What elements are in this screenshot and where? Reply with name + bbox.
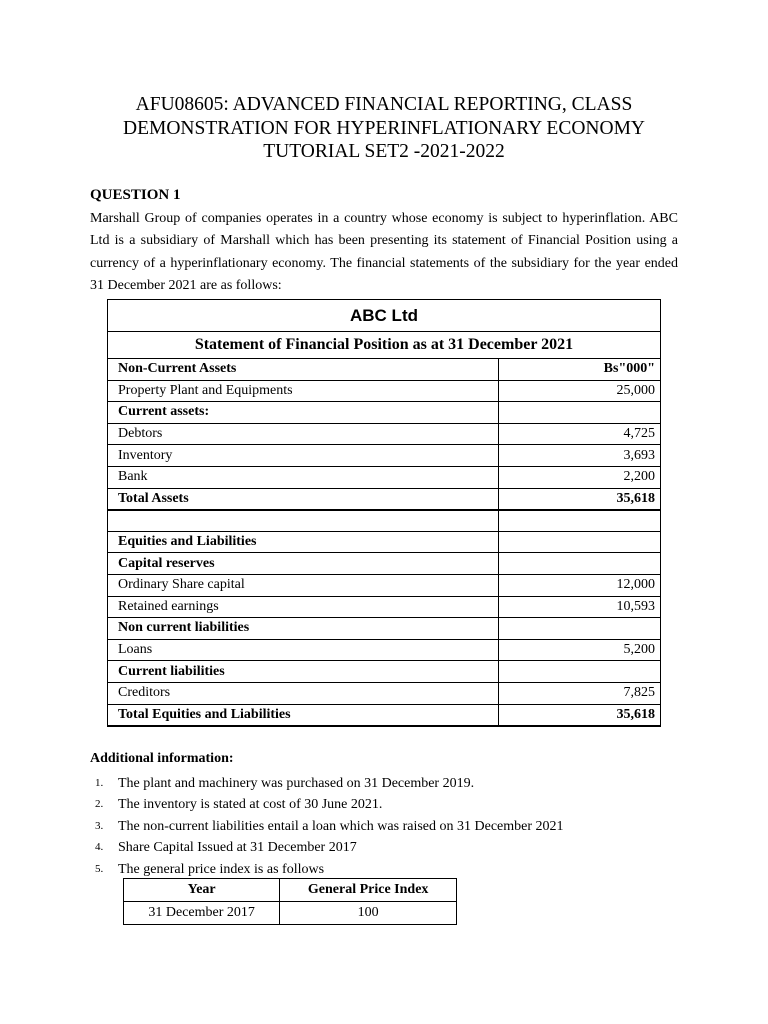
row-value: 4,725 bbox=[499, 423, 661, 445]
row-value bbox=[499, 531, 661, 553]
row-label: Current assets: bbox=[108, 402, 499, 424]
intro-paragraph: Marshall Group of companies operates in a country whose economy is subject to hyperinflation. ABC Ltd is a subsidiary of Marshall which has been presenting its statement of Financial Position using a currency of a hyperinflationary economy. The financial statements of the subsidiary for the year ended 31 December 2021 are as follows: bbox=[90, 211, 678, 293]
list-item bbox=[90, 859, 690, 880]
table-row bbox=[108, 553, 661, 575]
row-value: 7,825 bbox=[499, 682, 661, 704]
table-row bbox=[124, 902, 457, 925]
row-value bbox=[499, 661, 661, 683]
row-label: Inventory bbox=[108, 445, 499, 467]
price-index-table bbox=[123, 878, 457, 925]
list-text: Share Capital Issued at 31 December 2017 bbox=[118, 840, 357, 856]
list-text: The general price index is as follows bbox=[118, 861, 325, 877]
table-row bbox=[108, 488, 661, 510]
list-number: 3. bbox=[95, 819, 104, 832]
column-header-year: Year bbox=[124, 879, 280, 902]
row-label bbox=[108, 510, 499, 532]
row-value: Bs"000" bbox=[499, 359, 661, 381]
table-row bbox=[108, 423, 661, 445]
table-row bbox=[108, 682, 661, 704]
list-item bbox=[90, 816, 690, 837]
row-label: Non-Current Assets bbox=[108, 359, 499, 381]
list-text: The inventory is stated at cost of 30 June 2021. bbox=[118, 797, 383, 813]
table-row bbox=[108, 596, 661, 618]
additional-info-heading: Additional information: bbox=[90, 751, 234, 766]
row-label: Retained earnings bbox=[108, 596, 499, 618]
row-value: 12,000 bbox=[499, 574, 661, 596]
financial-position-table bbox=[107, 299, 661, 727]
index-cell: 100 bbox=[280, 902, 457, 925]
row-value: 10,593 bbox=[499, 596, 661, 618]
row-label: Total Assets bbox=[108, 488, 499, 510]
row-value: 3,693 bbox=[499, 445, 661, 467]
list-item bbox=[90, 794, 690, 815]
row-value: 35,618 bbox=[499, 488, 661, 510]
list-number: 4. bbox=[95, 841, 104, 854]
row-label: Capital reserves bbox=[108, 553, 499, 575]
document-title: AFU08605: ADVANCED FINANCIAL REPORTING, CLASS DEMONSTRATION FOR HYPERINFLATIONARY ECONOMY TUTORIAL SET2 -2021-2022 bbox=[122, 94, 645, 162]
table-row bbox=[108, 445, 661, 467]
statement-title: Statement of Financial Position as at 31 December 2021 bbox=[108, 332, 661, 359]
row-label: Debtors bbox=[108, 423, 499, 445]
list-text: The non-current liabilities entail a loan which was raised on 31 December 2021 bbox=[118, 818, 564, 834]
row-label: Ordinary Share capital bbox=[108, 574, 499, 596]
row-label: Loans bbox=[108, 639, 499, 661]
table-row bbox=[108, 380, 661, 402]
row-label: Total Equities and Liabilities bbox=[108, 704, 499, 726]
row-value: 2,200 bbox=[499, 466, 661, 488]
row-value bbox=[499, 402, 661, 424]
table-row bbox=[108, 402, 661, 424]
company-name: ABC Ltd bbox=[108, 300, 661, 332]
list-item bbox=[90, 773, 690, 794]
row-label: Bank bbox=[108, 466, 499, 488]
row-label: Property Plant and Equipments bbox=[108, 380, 499, 402]
year-cell: 31 December 2017 bbox=[124, 902, 280, 925]
table-row bbox=[108, 661, 661, 683]
row-value: 35,618 bbox=[499, 704, 661, 726]
row-label: Creditors bbox=[108, 682, 499, 704]
list-text: The plant and machinery was purchased on 31 December 2019. bbox=[118, 776, 475, 791]
table-row bbox=[108, 531, 661, 553]
list-number: 5. bbox=[95, 862, 104, 875]
table-row bbox=[108, 618, 661, 640]
table-row bbox=[108, 704, 661, 726]
table-row bbox=[108, 574, 661, 596]
row-value bbox=[499, 618, 661, 640]
row-label: Non current liabilities bbox=[108, 618, 499, 640]
row-label: Equities and Liabilities bbox=[108, 531, 499, 553]
table-row bbox=[108, 359, 661, 381]
table-row bbox=[108, 639, 661, 661]
list-number: 2. bbox=[95, 798, 104, 811]
list-number: 1. bbox=[95, 777, 104, 789]
table-row bbox=[108, 510, 661, 532]
row-label: Current liabilities bbox=[108, 661, 499, 683]
table-row bbox=[108, 466, 661, 488]
column-header-index: General Price Index bbox=[280, 879, 457, 902]
list-item bbox=[90, 837, 690, 858]
row-value bbox=[499, 510, 661, 532]
row-value bbox=[499, 553, 661, 575]
question-heading: QUESTION 1 bbox=[90, 187, 181, 203]
row-value: 25,000 bbox=[499, 380, 661, 402]
row-value: 5,200 bbox=[499, 639, 661, 661]
additional-info-list bbox=[90, 773, 690, 880]
